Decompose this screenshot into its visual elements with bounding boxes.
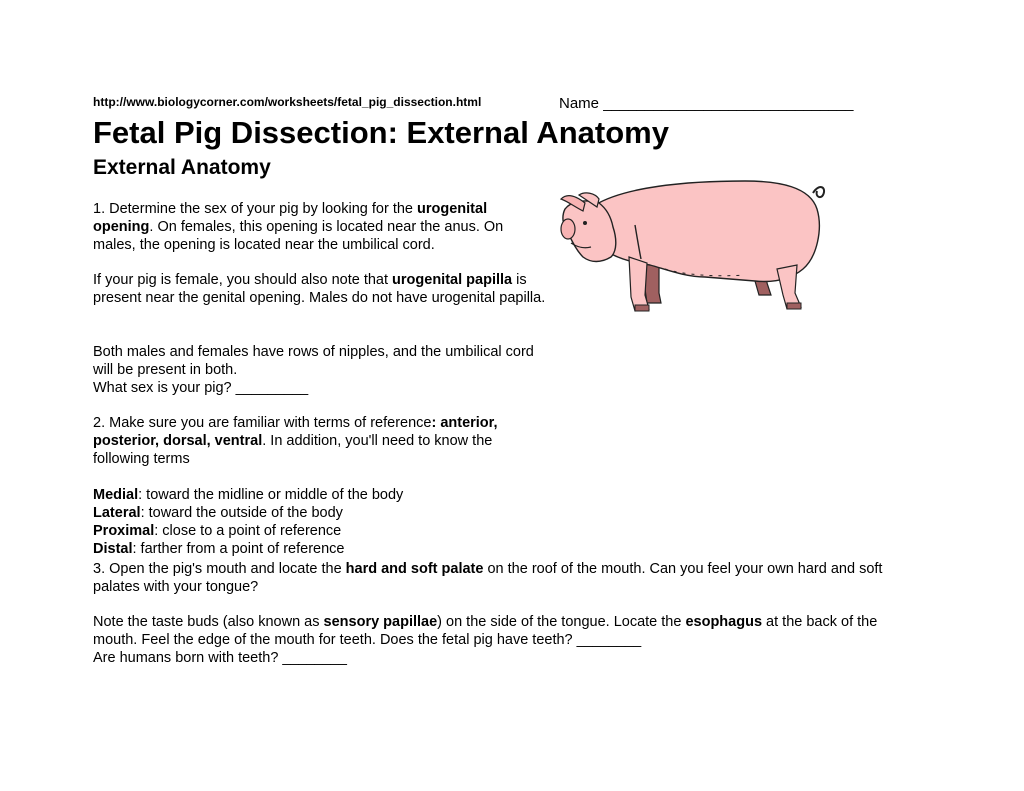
- section-3-paragraph-2: [93, 613, 883, 667]
- pig-tail: [813, 187, 824, 197]
- section-3-paragraph-1: [93, 560, 883, 596]
- term-urogenital-opening: urogenital opening: [93, 201, 488, 235]
- text-run: at the back of the mouth. Feel the edge of the mouth for teeth. Does the fetal pig have teeth? ________: [93, 614, 878, 648]
- terms-list: [93, 486, 548, 558]
- pig-snout: [561, 219, 575, 239]
- term-definition: : close to a point of reference: [154, 523, 342, 539]
- pig-hoof: [635, 305, 649, 311]
- term-name: Proximal: [93, 523, 155, 539]
- teeth-question: Are humans born with teeth? ________: [93, 650, 347, 666]
- text-run: . In addition, you'll need to know the following terms: [93, 433, 493, 467]
- text-run: . On females, this opening is located near the anus. On males, the opening is located near the umbilical cord.: [93, 219, 504, 253]
- text-run: Note the taste buds (also known as: [93, 614, 324, 630]
- pig-body: [593, 181, 819, 282]
- pig-near-front-leg: [629, 257, 649, 311]
- section-heading: External Anatomy: [93, 156, 271, 179]
- text-run: 1. Determine the sex of your pig by looking for the: [93, 201, 418, 217]
- pig-icon: [555, 165, 827, 330]
- text-run: ) on the side of the tongue. Locate the: [437, 614, 686, 630]
- term-urogenital-papilla: urogenital papilla: [392, 272, 513, 288]
- name-label: Name: [559, 95, 600, 112]
- section-2-paragraph: [93, 414, 548, 468]
- source-url: http://www.biologycorner.com/worksheets/fetal_pig_dissection.html: [93, 95, 482, 109]
- term-definition: : farther from a point of reference: [132, 541, 345, 557]
- text-run: is present near the genital opening. Males do not have urogenital papilla.: [93, 272, 546, 306]
- pig-eye: [583, 221, 587, 225]
- term-name: Lateral: [93, 505, 141, 521]
- term-definition: : toward the outside of the body: [140, 505, 343, 521]
- name-blank: ______________________________: [603, 95, 854, 112]
- term-row: [93, 522, 548, 540]
- term-hard-soft-palate: hard and soft palate: [345, 561, 484, 577]
- nipples-note: Both males and females have rows of nipples, and the umbilical cord will be present in both.: [93, 344, 534, 378]
- text-run: 3. Open the pig's mouth and locate the: [93, 561, 346, 577]
- term-esophagus: esophagus: [685, 614, 763, 630]
- term-name: Medial: [93, 487, 139, 503]
- term-row: [93, 540, 548, 558]
- term-row: [93, 504, 548, 522]
- term-definition: : toward the midline or middle of the body: [138, 487, 404, 503]
- sex-question: What sex is your pig? _________: [93, 380, 309, 396]
- page-title: Fetal Pig Dissection: External Anatomy: [93, 115, 669, 150]
- section-1-paragraph-1: [93, 200, 548, 254]
- terms-of-reference: : anterior, posterior, dorsal, ventral: [93, 415, 498, 449]
- term-row: [93, 486, 548, 504]
- term-sensory-papillae: sensory papillae: [323, 614, 438, 630]
- section-1-paragraph-2: [93, 271, 548, 307]
- name-field: [559, 95, 853, 113]
- pig-hoof: [787, 303, 801, 309]
- text-run: 2. Make sure you are familiar with terms of reference: [93, 415, 432, 431]
- text-run: If your pig is female, you should also note that: [93, 272, 393, 288]
- section-1-paragraph-3: [93, 343, 548, 397]
- text-run: on the roof of the mouth. Can you feel your own hard and soft palates with your tongue?: [93, 561, 883, 595]
- term-name: Distal: [93, 541, 133, 557]
